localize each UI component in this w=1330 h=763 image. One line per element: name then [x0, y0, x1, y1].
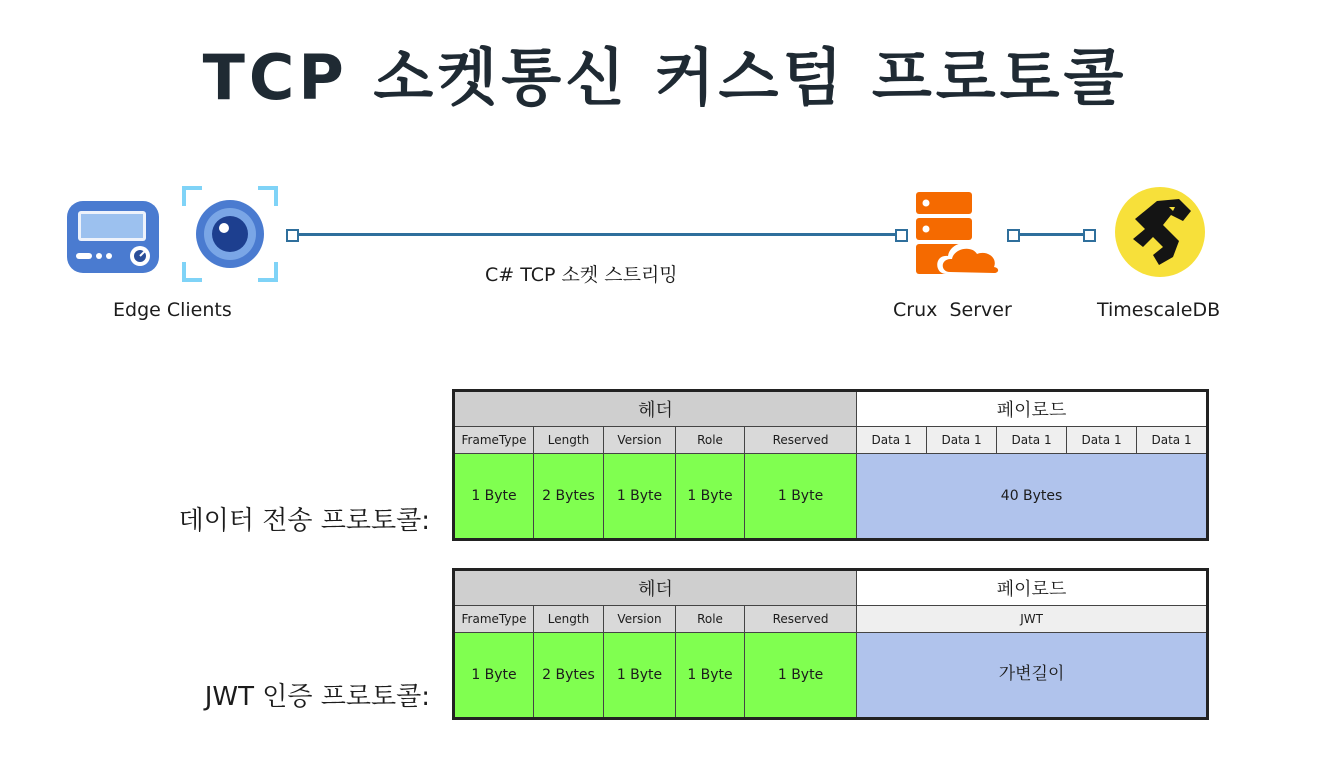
header-size: 1 Byte — [745, 454, 857, 540]
edge-clients-label: Edge Clients — [113, 299, 232, 321]
header-size: 1 Byte — [454, 454, 534, 540]
header-field: Length — [534, 606, 604, 633]
header-field: Reserved — [745, 427, 857, 454]
timescaledb-tiger-icon — [1113, 185, 1207, 279]
header-size: 1 Byte — [745, 633, 857, 719]
connection-line — [1020, 233, 1083, 236]
header-size: 1 Byte — [604, 633, 676, 719]
payload-size: 가변길이 — [857, 633, 1208, 719]
header-field: FrameType — [454, 427, 534, 454]
db-label: TimescaleDB — [1097, 299, 1221, 321]
header-title: 헤더 — [454, 570, 857, 606]
jwt-protocol-table — [452, 568, 1209, 720]
header-title: 헤더 — [454, 391, 857, 427]
data-protocol-table — [452, 389, 1209, 541]
data-protocol-label: 데이터 전송 프로토콜: — [178, 506, 430, 536]
payload-title: 페이로드 — [857, 391, 1208, 427]
connector-node — [895, 229, 908, 242]
header-size: 1 Byte — [454, 633, 534, 719]
connector-node — [286, 229, 299, 242]
camera-icon — [182, 186, 278, 282]
payload-title: 페이로드 — [857, 570, 1208, 606]
payload-field: Data 1 — [1067, 427, 1137, 454]
header-field: Version — [604, 606, 676, 633]
header-field: Reserved — [745, 606, 857, 633]
jwt-protocol-label: JWT 인증 프로토콜: — [204, 682, 430, 712]
device-icon — [66, 199, 160, 274]
payload-field: Data 1 — [997, 427, 1067, 454]
header-size: 2 Bytes — [534, 633, 604, 719]
link-label: C# TCP 소켓 스트리밍 — [485, 264, 678, 286]
header-size: 1 Byte — [676, 454, 745, 540]
header-size: 1 Byte — [676, 633, 745, 719]
payload-field: Data 1 — [857, 427, 927, 454]
payload-field: JWT — [857, 606, 1208, 633]
payload-field: Data 1 — [1137, 427, 1208, 454]
connection-line — [299, 233, 895, 236]
header-size: 1 Byte — [604, 454, 676, 540]
connector-node — [1007, 229, 1020, 242]
server-label: Crux Server — [893, 299, 1012, 321]
header-field: Length — [534, 427, 604, 454]
payload-size: 40 Bytes — [857, 454, 1208, 540]
header-field: Version — [604, 427, 676, 454]
connector-node — [1083, 229, 1096, 242]
header-field: Role — [676, 606, 745, 633]
header-field: Role — [676, 427, 745, 454]
page-title: TCP 소켓통신 커스텀 프로토콜 — [202, 41, 1128, 114]
header-size: 2 Bytes — [534, 454, 604, 540]
payload-field: Data 1 — [927, 427, 997, 454]
server-cloud-icon — [914, 188, 1006, 278]
header-field: FrameType — [454, 606, 534, 633]
